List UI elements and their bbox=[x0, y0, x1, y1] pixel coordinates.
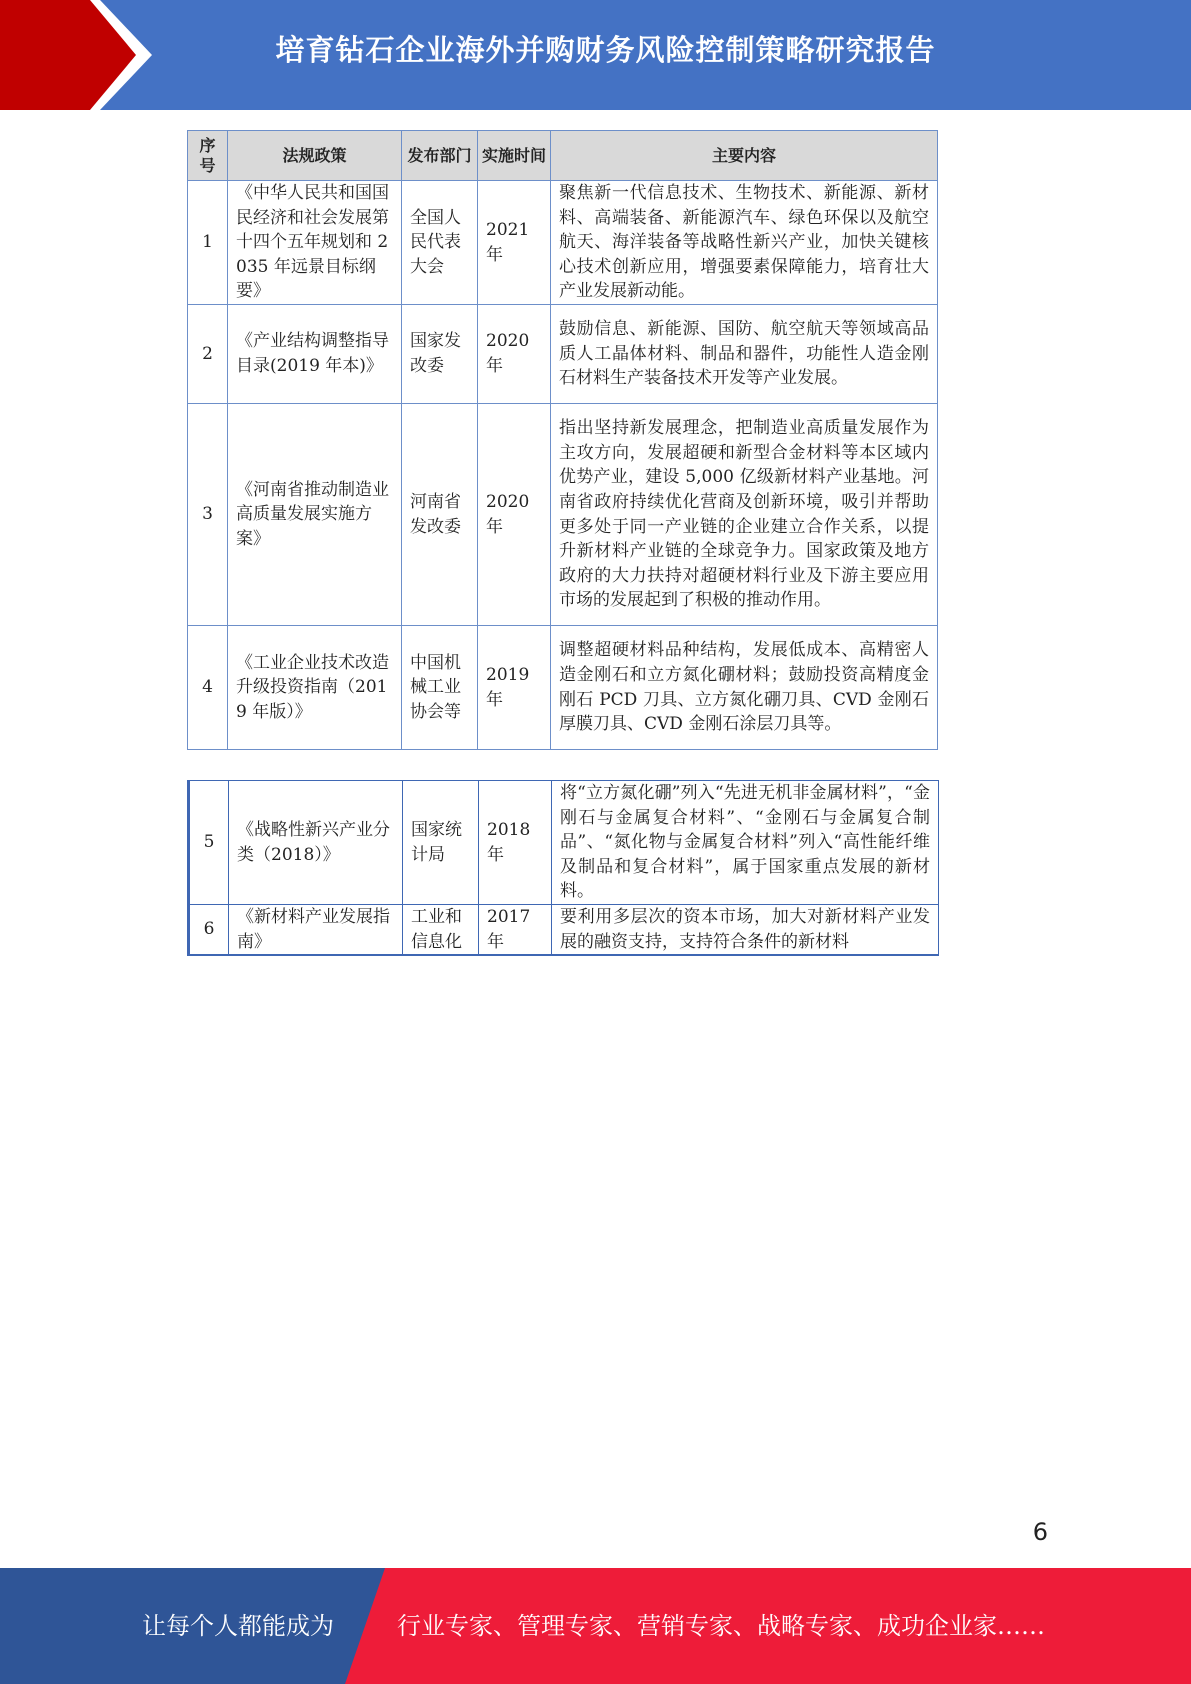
row-policy: 《工业企业技术改造升级投资指南（2019 年版）》 bbox=[228, 626, 402, 750]
table-row bbox=[188, 305, 938, 404]
row-policy: 《产业结构调整指导目录(2019 年本)》 bbox=[228, 305, 402, 404]
row-time: 2021 年 bbox=[478, 181, 551, 305]
row-no: 3 bbox=[188, 404, 228, 626]
row-dept: 国家统计局 bbox=[403, 781, 479, 905]
table-row bbox=[189, 781, 939, 905]
row-dept: 全国人民代表大会 bbox=[402, 181, 478, 305]
page-footer bbox=[0, 1568, 1191, 1684]
row-time: 2020 年 bbox=[478, 305, 551, 404]
table-row bbox=[188, 181, 938, 305]
header-no: 序号 bbox=[188, 131, 228, 181]
row-no: 2 bbox=[188, 305, 228, 404]
row-time: 2020 年 bbox=[478, 404, 551, 626]
policy-table bbox=[187, 130, 938, 750]
header-content: 主要内容 bbox=[551, 131, 938, 181]
row-content: 鼓励信息、新能源、国防、航空航天等领域高品质人工晶体材料、制品和器件，功能性人造金刚石材料生产装备技术开发等产业发展。 bbox=[551, 305, 938, 404]
table-row bbox=[188, 626, 938, 750]
row-content: 要利用多层次的资本市场，加大对新材料产业发展的融资支持，支持符合条件的新材料 bbox=[552, 905, 939, 956]
row-no: 5 bbox=[189, 781, 229, 905]
row-policy: 《新材料产业发展指南》 bbox=[229, 905, 403, 956]
row-time: 2017 年 bbox=[479, 905, 552, 956]
row-no: 1 bbox=[188, 181, 228, 305]
row-dept: 中国机械工业协会等 bbox=[402, 626, 478, 750]
row-dept: 河南省发改委 bbox=[402, 404, 478, 626]
page-number: 6 bbox=[1032, 1518, 1048, 1546]
footer-slogan-left: 让每个人都能成为 bbox=[142, 1612, 334, 1640]
footer-slogan-right: 行业专家、管理专家、营销专家、战略专家、成功企业家…… bbox=[397, 1612, 1045, 1640]
row-dept: 工业和信息化 bbox=[403, 905, 479, 956]
row-dept: 国家发改委 bbox=[402, 305, 478, 404]
row-content: 指出坚持新发展理念，把制造业高质量发展作为主攻方向，发展超硬和新型合金材料等本区域内优势产业，建设 5,000 亿级新材料产业基地。河南省政府持续优化营商及创新环境，吸引并帮助更多处于同一产业链的企业建立合作关系，以提升新材料产业链的全球竞争力。国家政策及地方政府的大力扶持对超硬材料行业及下游主要应用市场的发展起到了积极的推动作用。 bbox=[551, 404, 938, 626]
header-policy: 法规政策 bbox=[228, 131, 402, 181]
page-header bbox=[0, 0, 1191, 110]
policy-table-continued bbox=[187, 780, 939, 956]
header-dept: 发布部门 bbox=[402, 131, 478, 181]
row-no: 4 bbox=[188, 626, 228, 750]
row-policy: 《战略性新兴产业分类（2018）》 bbox=[229, 781, 403, 905]
table-row bbox=[188, 404, 938, 626]
row-time: 2019 年 bbox=[478, 626, 551, 750]
row-policy: 《中华人民共和国国民经济和社会发展第十四个五年规划和 2035 年远景目标纲要》 bbox=[228, 181, 402, 305]
row-time: 2018 年 bbox=[479, 781, 552, 905]
table-row bbox=[189, 905, 939, 956]
page-title: 培育钻石企业海外并购财务风险控制策略研究报告 bbox=[275, 33, 936, 67]
row-content: 将“立方氮化硼”列入“先进无机非金属材料”，“金刚石与金属复合材料”、“金刚石与金属复合制品”、“氮化物与金属复合材料”列入“高性能纤维及制品和复合材料”，属于国家重点发展的新材料。 bbox=[552, 781, 939, 905]
row-policy: 《河南省推动制造业高质量发展实施方案》 bbox=[228, 404, 402, 626]
row-no: 6 bbox=[189, 905, 229, 956]
table-header-row bbox=[188, 131, 938, 181]
row-content: 调整超硬材料品种结构，发展低成本、高精密人造金刚石和立方氮化硼材料；鼓励投资高精度金刚石 PCD 刀具、立方氮化硼刀具、CVD 金刚石厚膜刀具、CVD 金刚石涂层刀具等。 bbox=[551, 626, 938, 750]
header-time: 实施时间 bbox=[478, 131, 551, 181]
row-content: 聚焦新一代信息技术、生物技术、新能源、新材料、高端装备、新能源汽车、绿色环保以及航空航天、海洋装备等战略性新兴产业，加快关键核心技术创新应用，增强要素保障能力，培育壮大产业发展新动能。 bbox=[551, 181, 938, 305]
